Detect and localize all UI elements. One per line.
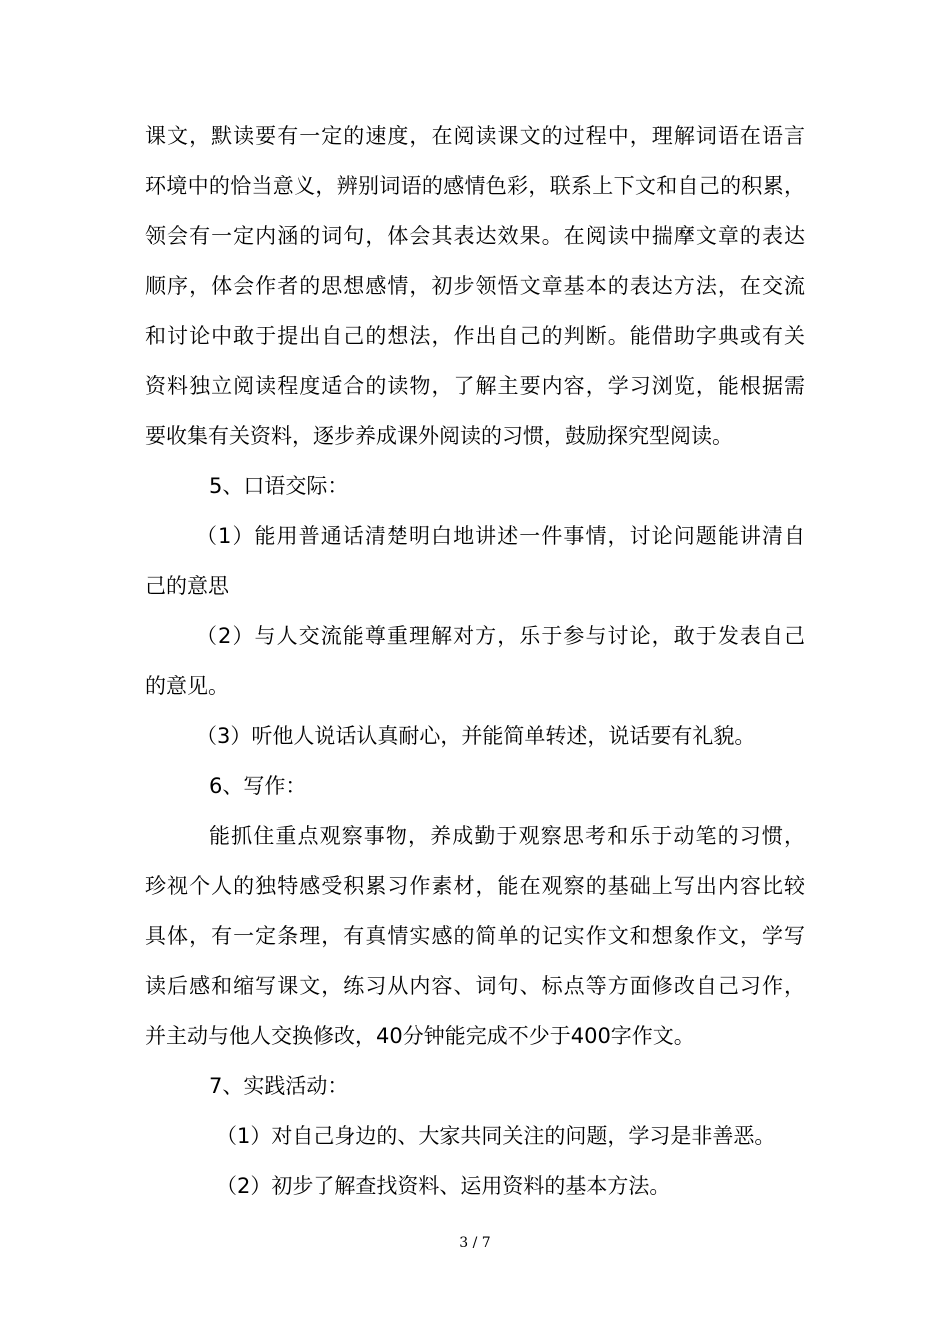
body-line: 并主动与他人交换修改，40分钟能完成不少于400字作文。: [145, 1024, 695, 1048]
body-line: 要收集有关资料，逐步养成课外阅读的习惯，鼓励探究型阅读。: [145, 424, 733, 448]
body-line: 和讨论中敢于提出自己的想法，作出自己的判断。能借助字典或有关: [145, 324, 805, 348]
list-item-line: （3）听他人说话认真耐心，并能简单转述，说话要有礼貌。: [196, 724, 756, 748]
body-line: 环境中的恰当意义，辨别词语的感情色彩，联系上下文和自己的积累，: [145, 174, 805, 198]
body-line: 资料独立阅读程度适合的读物，了解主要内容，学习浏览，能根据需: [145, 374, 805, 398]
page-number: 3 / 7: [459, 1235, 491, 1251]
list-item-line: 己的意思: [145, 574, 229, 598]
body-line: 具体，有一定条理，有真情实感的简单的记实作文和想象作文，学写: [145, 924, 805, 948]
body-line: 领会有一定内涵的词句，体会其表达效果。在阅读中揣摩文章的表达: [145, 224, 805, 248]
body-line: 顺序，体会作者的思想感情，初步领悟文章基本的表达方法，在交流: [145, 274, 805, 298]
section-heading: 5、口语交际：: [209, 474, 349, 498]
section-heading: 6、写作：: [209, 774, 307, 798]
body-line: 读后感和缩写课文，练习从内容、词句、标点等方面修改自己习作，: [145, 974, 805, 998]
list-item-line: （1）能用普通话清楚明白地讲述一件事情，讨论问题能讲清自: [196, 524, 805, 548]
section-heading: 7、实践活动：: [209, 1074, 349, 1098]
list-item-line: （2）初步了解查找资料、运用资料的基本方法。: [216, 1174, 671, 1198]
list-item-line: （1）对自己身边的、大家共同关注的问题，学习是非善恶。: [216, 1124, 776, 1148]
body-line: 课文，默读要有一定的速度，在阅读课文的过程中，理解词语在语言: [145, 124, 805, 148]
list-item-line: （2）与人交流能尊重理解对方，乐于参与讨论，敢于发表自己: [196, 624, 805, 648]
body-line: 珍视个人的独特感受积累习作素材，能在观察的基础上写出内容比较: [145, 874, 805, 898]
list-item-line: 的意见。: [145, 674, 229, 698]
body-line: 能抓住重点观察事物，养成勤于观察思考和乐于动笔的习惯，: [209, 824, 805, 848]
